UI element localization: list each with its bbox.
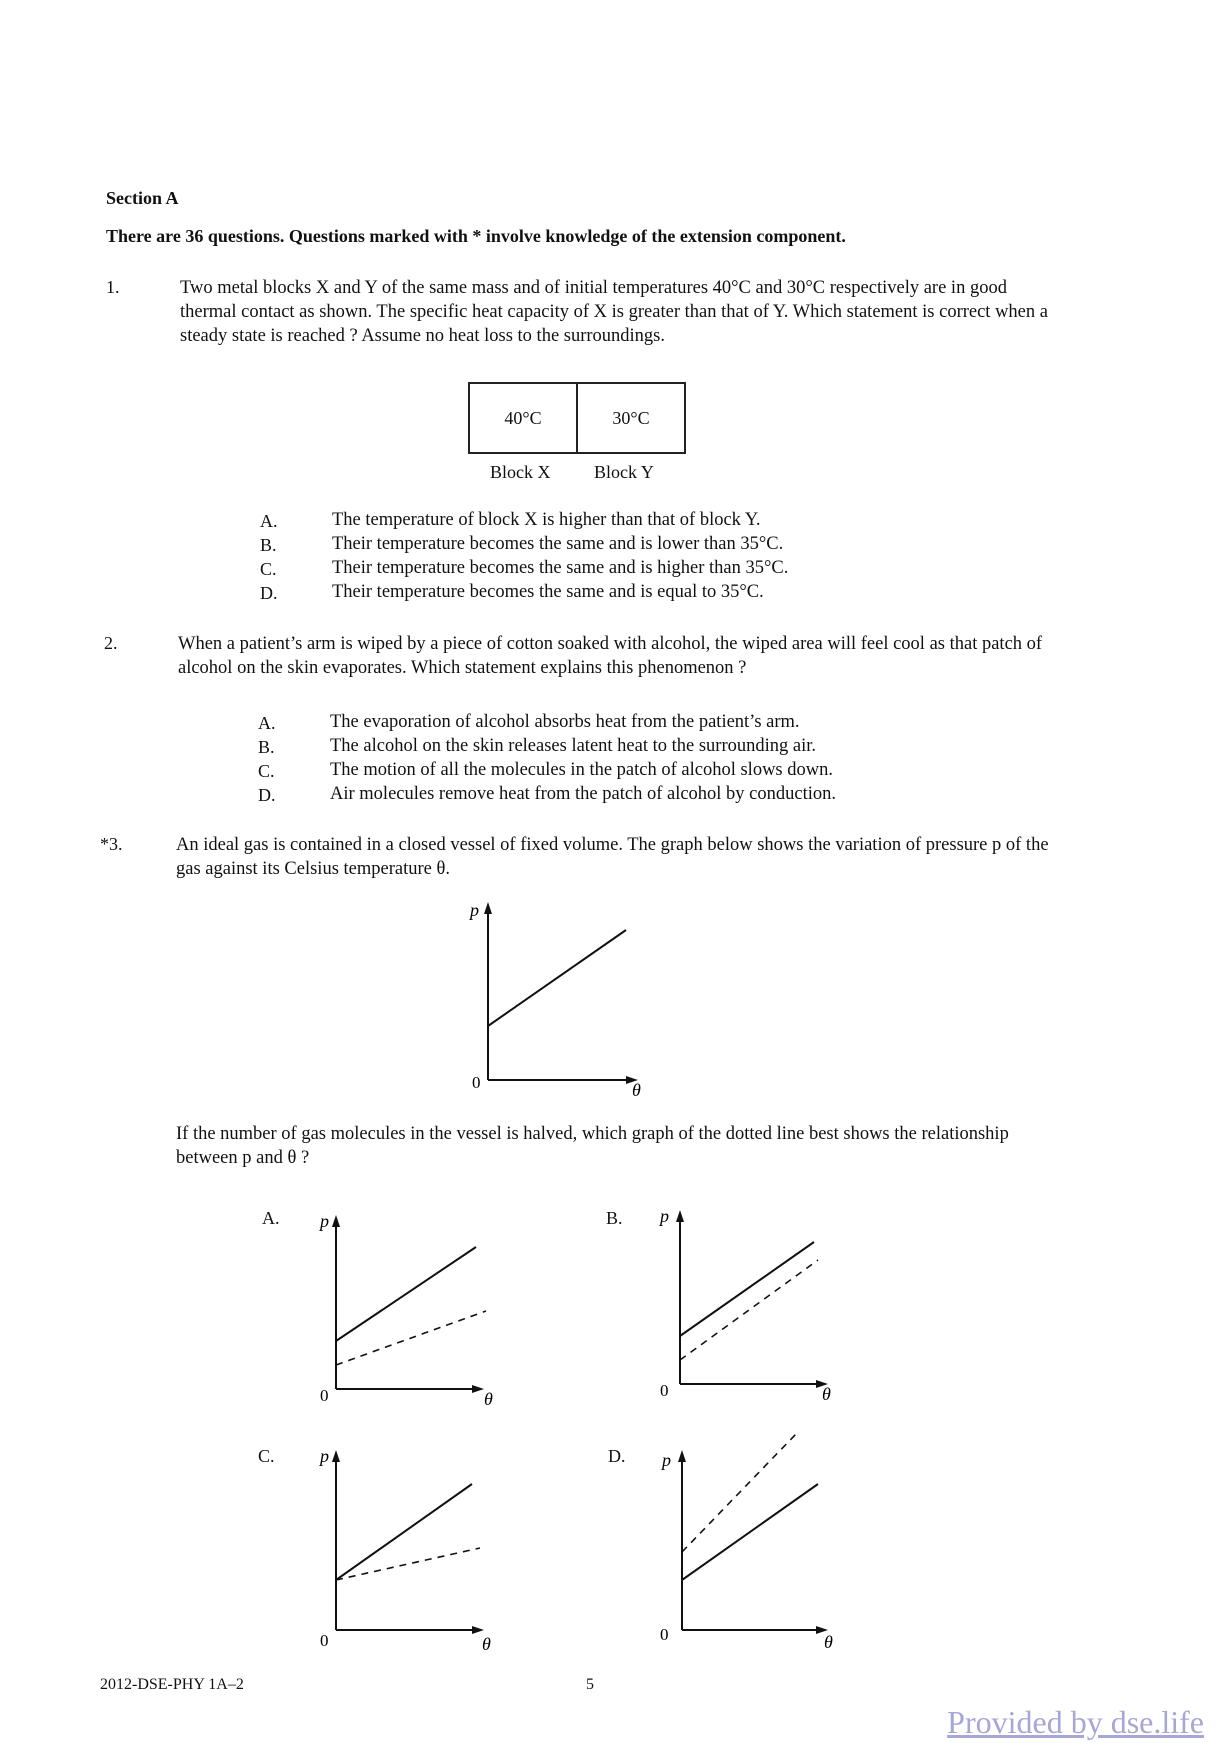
q2-option-d-text: Air molecules remove heat from the patch of alcohol by conduction. <box>330 784 837 804</box>
x-axis-label: θ <box>822 1384 831 1404</box>
y-axis-label: p <box>320 1446 329 1466</box>
q1-option-b-letter: B. <box>260 535 277 555</box>
q3-option-a-letter: A. <box>262 1208 280 1228</box>
x-axis-arrow <box>472 1626 484 1634</box>
origin-label: 0 <box>472 1073 481 1092</box>
q2-option-c-text: The motion of all the molecules in the patch of alcohol slows down. <box>330 760 833 780</box>
q3-main-graph <box>450 890 670 1100</box>
x-axis-arrow <box>472 1385 484 1393</box>
y-axis-arrow <box>332 1450 340 1462</box>
block-y: 30°C <box>576 384 684 452</box>
section-title: Section A <box>106 188 179 208</box>
q2-number: 2. <box>104 633 118 653</box>
y-axis-arrow <box>678 1450 686 1462</box>
q2-option-b-text: The alcohol on the skin releases latent heat to the surrounding air. <box>330 736 816 756</box>
q3-number: *3. <box>100 834 123 854</box>
q3-followup: If the number of gas molecules in the vessel is halved, which graph of the dotted line best shows the relationship between p and θ ? <box>176 1124 1009 1168</box>
q3-option-d-graph <box>654 1428 854 1660</box>
q1-number: 1. <box>106 277 120 297</box>
y-axis-arrow <box>332 1215 340 1227</box>
y-axis-arrow <box>484 902 492 914</box>
y-axis-label: p <box>662 1450 671 1470</box>
solid-line <box>680 1242 814 1336</box>
footer-code: 2012-DSE-PHY 1A–2 <box>100 1676 244 1693</box>
q3-text: An ideal gas is contained in a closed vessel of fixed volume. The graph below shows the variation of pressure p of the gas against its Celsius temperature θ. <box>176 835 1049 879</box>
y-axis-label: p <box>320 1211 329 1231</box>
graph-line <box>488 930 626 1026</box>
q2-option-c-letter: C. <box>258 761 275 781</box>
q1-blocks-diagram <box>468 382 686 454</box>
origin-label: 0 <box>660 1625 669 1644</box>
q2-option-a-letter: A. <box>258 713 276 733</box>
solid-line <box>336 1247 476 1341</box>
q2-option-d-letter: D. <box>258 785 276 805</box>
origin-label: 0 <box>320 1631 329 1650</box>
q1-option-c-text: Their temperature becomes the same and is higher than 35°C. <box>332 558 789 578</box>
page-number: 5 <box>586 1676 594 1693</box>
q1-option-a-text: The temperature of block X is higher than that of block Y. <box>332 510 761 530</box>
q1-option-a-letter: A. <box>260 511 278 531</box>
q1-text: Two metal blocks X and Y of the same mass and of initial temperatures 40°C and 30°C respectively are in good thermal contact as shown. The specific heat capacity of X is greater than that of Y. Which statement is correct when a steady state is reached ? Assume no heat loss to the surroundings. <box>180 278 1048 346</box>
q3-option-a-graph <box>310 1205 510 1415</box>
origin-label: 0 <box>320 1386 329 1405</box>
q3-option-c-letter: C. <box>258 1446 275 1466</box>
block-x: 40°C <box>504 407 542 428</box>
x-axis-label: θ <box>824 1632 833 1652</box>
q1-option-b-text: Their temperature becomes the same and is lower than 35°C. <box>332 534 784 554</box>
y-axis-label: p <box>470 900 479 920</box>
q2-option-a-text: The evaporation of alcohol absorbs heat from the patient’s arm. <box>330 712 800 732</box>
q1-option-c-letter: C. <box>260 559 277 579</box>
dotted-line <box>682 1434 796 1552</box>
q2-option-b-letter: B. <box>258 737 275 757</box>
q3-option-d-letter: D. <box>608 1446 626 1466</box>
dotted-line <box>680 1260 818 1360</box>
q3-option-b-graph <box>654 1200 854 1410</box>
q3-option-b-letter: B. <box>606 1208 623 1228</box>
x-axis-label: θ <box>482 1634 491 1654</box>
dotted-line <box>336 1311 486 1365</box>
instructions: There are 36 questions. Questions marked with * involve knowledge of the extension component. <box>106 226 846 246</box>
x-axis-label: θ <box>484 1389 493 1409</box>
y-axis-label: p <box>660 1206 669 1226</box>
q1-option-d-text: Their temperature becomes the same and is equal to 35°C. <box>332 582 764 602</box>
watermark-link[interactable]: Provided by dse.life <box>947 1704 1204 1740</box>
y-axis-arrow <box>676 1210 684 1222</box>
origin-label: 0 <box>660 1381 669 1400</box>
q2-text: When a patient’s arm is wiped by a piece of cotton soaked with alcohol, the wiped area will feel cool as that patch of alcohol on the skin evaporates. Which statement explains this phenomenon ? <box>178 634 1043 678</box>
q3-option-c-graph <box>310 1440 510 1660</box>
q1-option-d-letter: D. <box>260 583 278 603</box>
x-axis-label: θ <box>632 1080 641 1100</box>
block-y-label: Block Y <box>594 462 654 482</box>
block-x-label: Block X <box>490 462 551 482</box>
